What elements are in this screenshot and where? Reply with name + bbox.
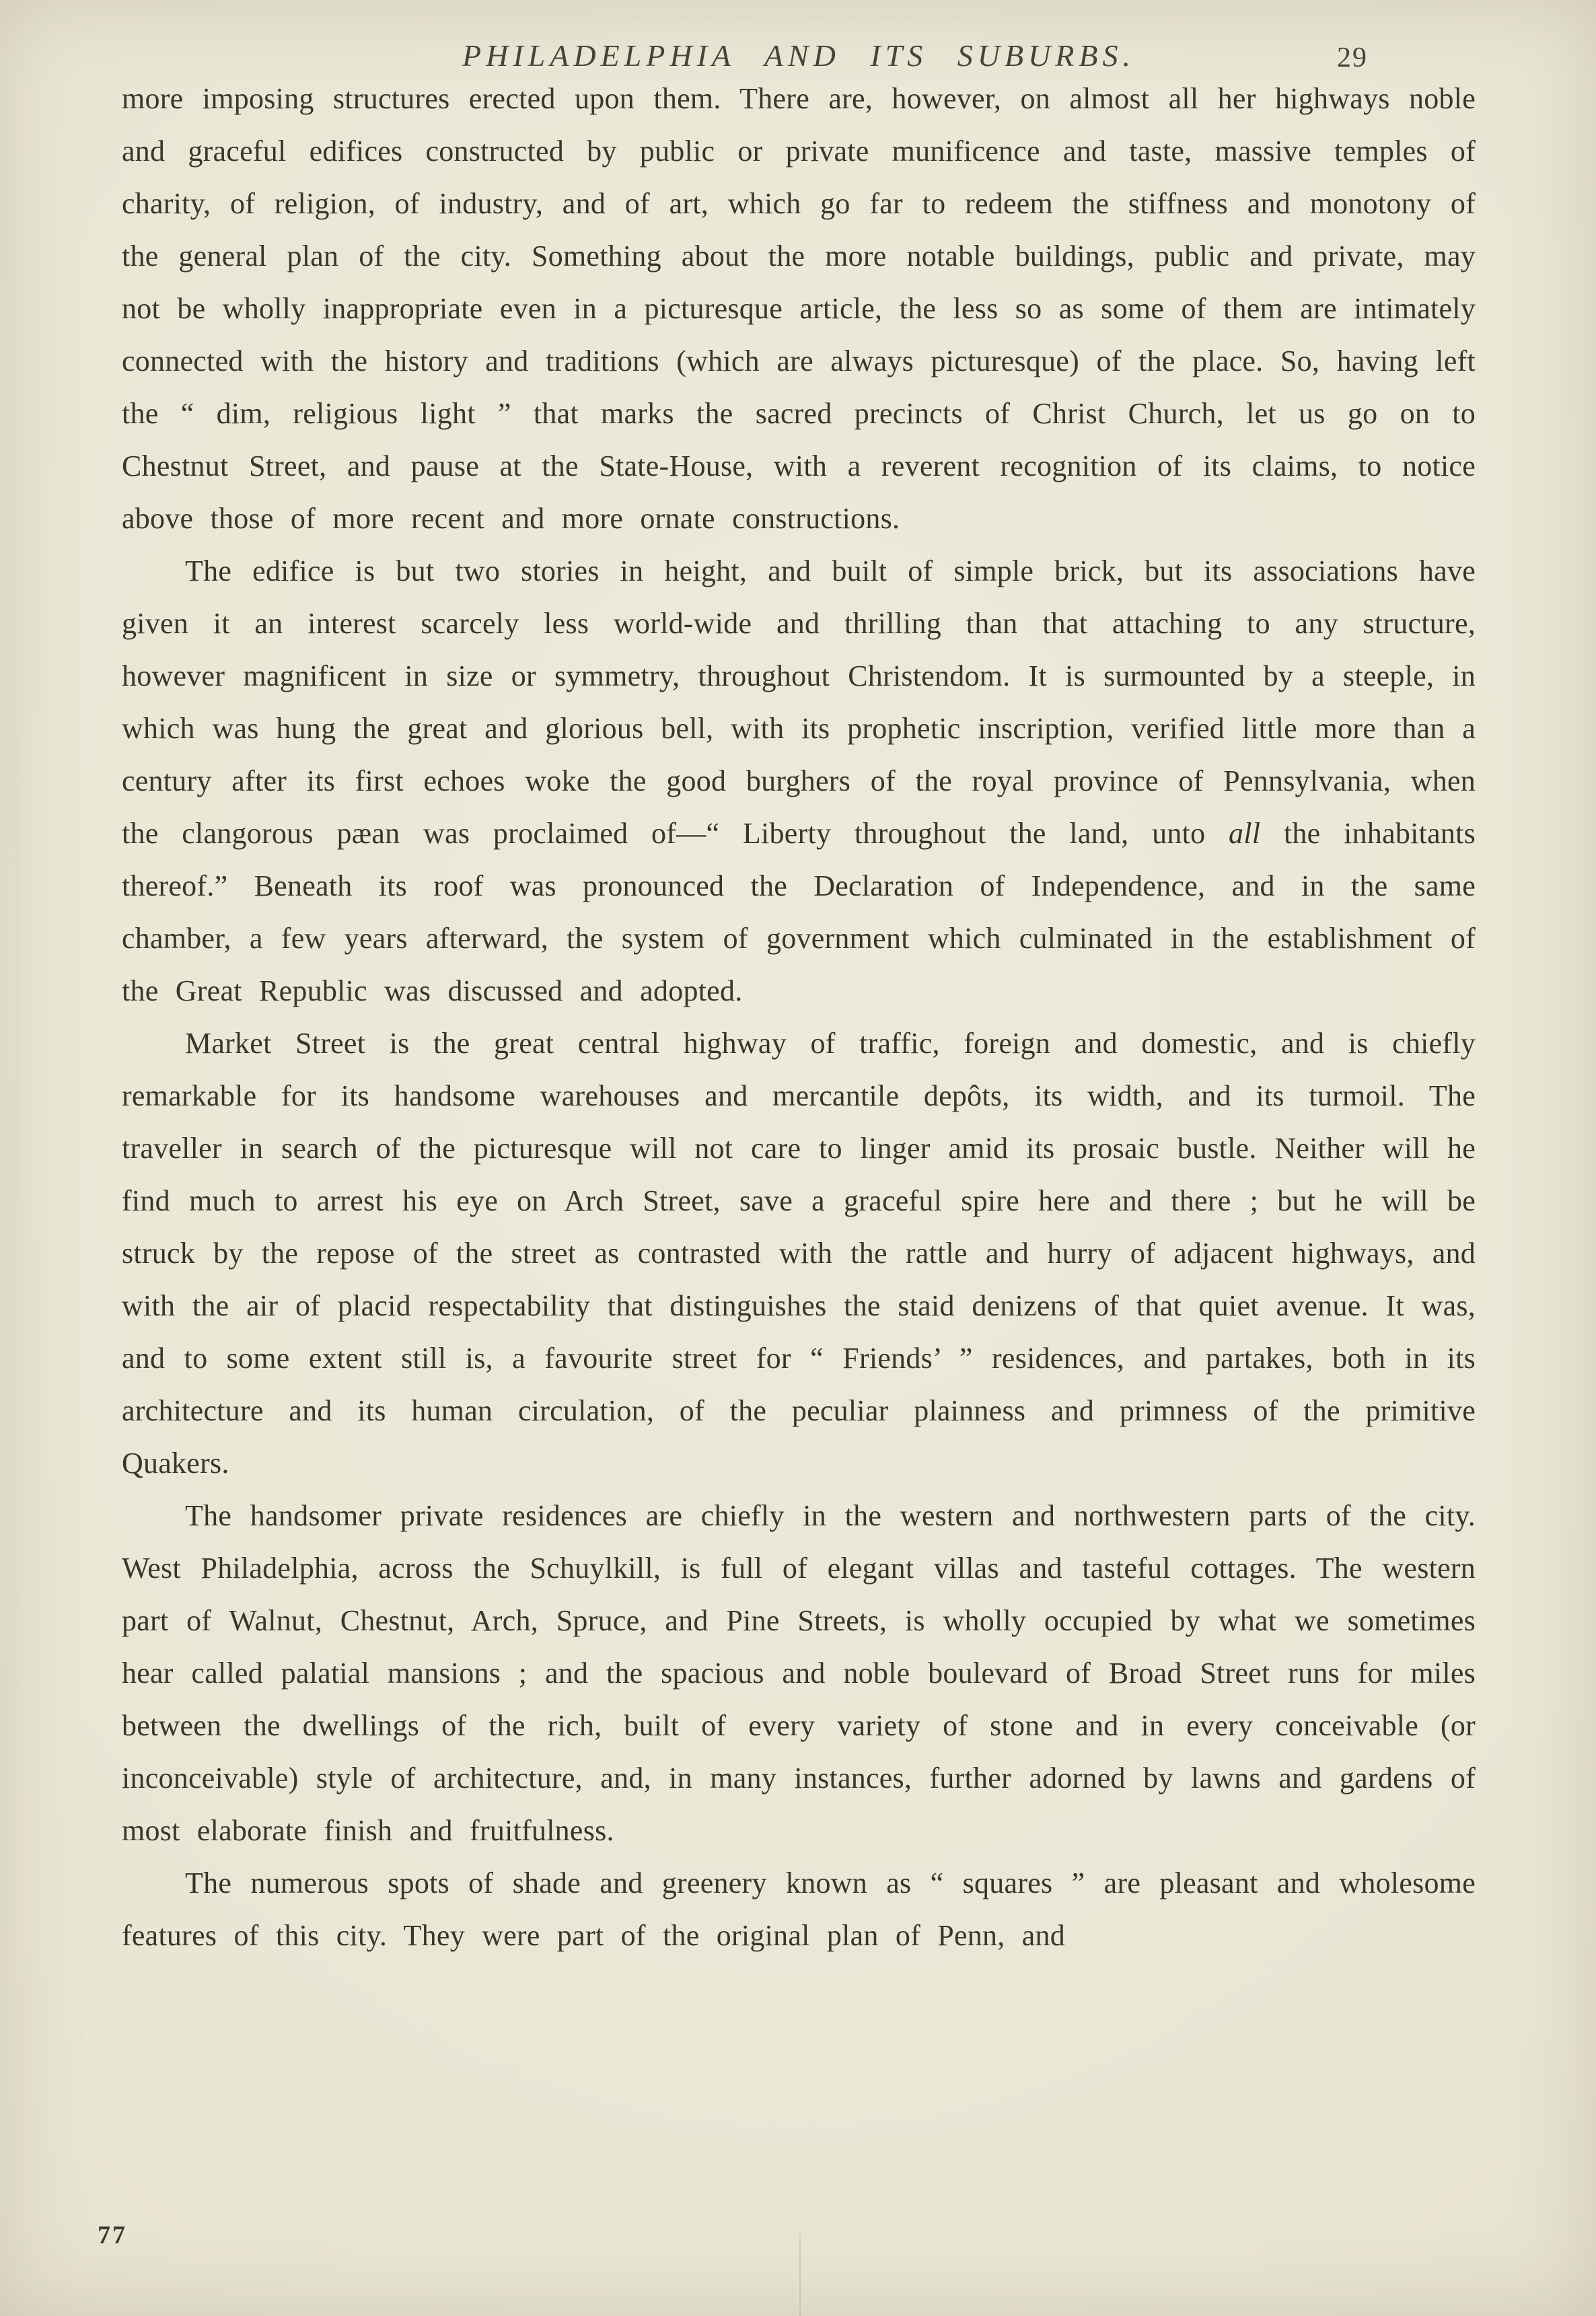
scan-fold-mark	[799, 2234, 801, 2316]
body-text	[122, 73, 1476, 1962]
paragraph	[122, 73, 1476, 545]
paragraph	[122, 545, 1476, 1017]
paragraph	[122, 1857, 1476, 1962]
text-run: The numerous spots of shade and greenery known as “ squares ” are pleasant and wholesome features of this city. They were part of the original plan of Penn, and	[122, 1867, 1476, 1952]
paragraph	[122, 1017, 1476, 1490]
text-run: Market Street is the great central highway of traffic, foreign and domestic, and is chiefly remarkable for its handsome warehouses and mercantile depôts, its width, and its turmoil. The traveller in search of the picturesque will not care to linger amid its prosaic bustle. Neither will he find much to arrest his eye on Arch Street, save a graceful spire here and there ; but he will be struck by the repose of the street as contrasted with the rattle and hurry of adjacent highways, and with the air of placid respectability that distinguishes the staid denizens of that quiet avenue. It was, and to some extent still is, a favourite street for “ Friends’ ” residences, and partakes, both in its architecture and its human circulation, of the peculiar plainness and primness of the primitive Quakers.	[122, 1027, 1476, 1480]
text-run: more imposing structures erected upon them. There are, however, on almost all her highways noble and graceful edifices constructed by public or private munificence and taste, massive temples of charity, of religion, of industry, and of art, which go far to redeem the stiffness and monotony of the general plan of the city. Something about the more notable buildings, public and private, may not be wholly inappropriate even in a picturesque article, the less so as some of them are intimately connected with the history and traditions (which are always picturesque) of the place. So, having left the “ dim, religious light ” that marks the sacred precincts of Christ Church, let us go on to Chestnut Street, and pause at the State-House, with a reverent recognition of its claims, to notice above those of more recent and more ornate constructions.	[122, 82, 1476, 535]
text-run: The edifice is but two stories in height, and built of simple brick, but its associations have given it an interest scarcely less world-wide and thrilling than that attaching to any structure, however magnificent in size or symmetry, throughout Christendom. It is surmounted by a steeple, in which was hung the great and glorious bell, with its prophetic inscription, verified little more than a century after its first echoes woke the good burghers of the royal province of Pennsylvania, when the clangorous pæan was proclaimed of—“ Liberty throughout the land, unto	[122, 554, 1476, 850]
header-page-number: 29	[1337, 42, 1368, 73]
text-run: the inhabitants thereof.” Beneath its roof was pronounced the Declaration of Independence, and in the same chamber, a few years afterward, the system of government which culminated in the establishment of the Great Republic was discussed and adopted.	[122, 817, 1476, 1007]
running-title: PHILADELPHIA AND ITS SUBURBS.	[462, 38, 1135, 73]
text-run: The handsomer private residences are chiefly in the western and northwestern parts of the city. West Philadelphia, across the Schuylkill, is full of elegant villas and tasteful cottages. The western part of Walnut, Chestnut, Arch, Spruce, and Pine Streets, is wholly occupied by what we sometimes hear called palatial mansions ; and the spacious and noble boulevard of Broad Street runs for miles between the dwellings of the rich, built of every variety of stone and in every conceivable (or inconceivable) style of architecture, and, in many instances, further adorned by lawns and gardens of most elaborate finish and fruitfulness.	[122, 1499, 1476, 1847]
paragraph	[122, 1490, 1476, 1857]
footer-page-number: 77	[98, 2221, 127, 2249]
italic-text-run: all	[1229, 817, 1261, 850]
